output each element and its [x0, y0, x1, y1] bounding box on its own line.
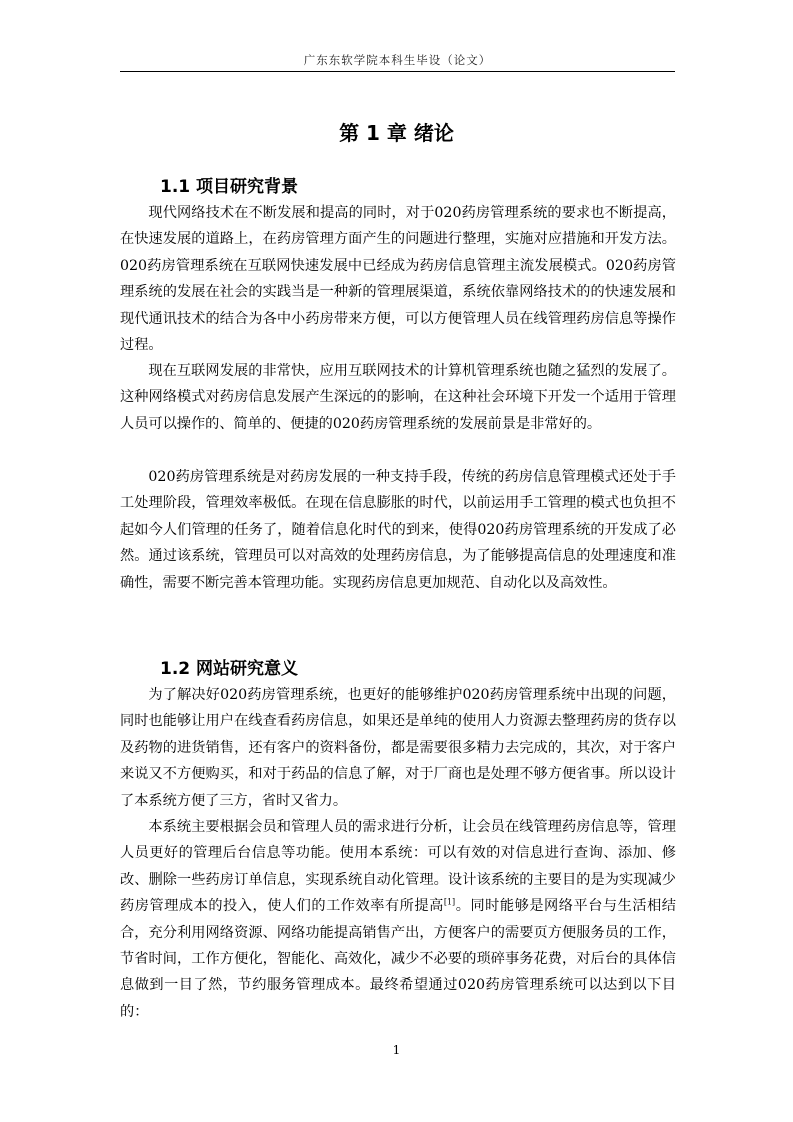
paragraph-text-continued: 。同时能够是网络平台与生活相结合，充分利用网络资源、网络功能提高销售产出，方便客户的需要页方便服务员的工作，节省时间，工作方便化，智能化、高效化，减少不必要的琐碎事务花费，对后台的具体信息做到一目了然，节约服务管理成本。最终希望通过020药房管理系统可以达到以下目的： — [120, 898, 676, 1020]
paragraph-1-1-2: 现在互联网发展的非常快，应用互联网技术的计算机管理系统也随之猛烈的发展了。这种网络模式对药房信息发展产生深远的的影响，在这种社会环境下开发一个适用于管理人员可以操作的、简单的、便捷的020药房管理系统的发展前景是非常好的。 — [120, 363, 676, 432]
paragraph-1-2-2 — [120, 814, 676, 1025]
section-heading-1-1: 1.1 项目研究背景 — [160, 177, 299, 197]
section-heading-1-2: 1.2 网站研究意义 — [160, 659, 299, 679]
paragraph-1-1-1: 现代网络技术在不断发展和提高的同时，对于020药房管理系统的要求也不断提高，在快速发展的道路上，在药房管理方面产生的问题进行整理，实施对应措施和开发方法。020药房管理系统在互联网快速发展中已经成为药房信息管理主流发展模式。020药房管理系统的发展在社会的实践当是一种新的管理展渠道，系统依靠网络技术的的快速发展和现代通讯技术的结合为各中小药房带来方便，可以方便管理人员在线管理药房信息等操作过程。 — [120, 205, 676, 354]
paragraph-1-2-1: 为了解决好020药房管理系统，也更好的能够维护020药房管理系统中出现的问题，同时也能够让用户在线查看药房信息，如果还是单纯的使用人力资源去整理药房的货存以及药物的进货销售，还有客户的资料备份，都是需要很多精力去完成的，其次，对于客户来说又不方便购买，和对于药品的信息了解，对于厂商也是处理不够方便省事。所以设计了本系统方便了三方，省时又省力。 — [120, 687, 676, 809]
page-number: 1 — [392, 1043, 401, 1057]
paragraph-text: 本系统主要根据会员和管理人员的需求进行分析，让会员在线管理药房信息等，管理人员更好的管理后台信息等功能。使用本系统：可以有效的对信息进行查询、添加、修改、删除一些药房订单信息，实现系统自动化管理。设计该系统的主要目的是为实现减少药房管理成本的投入，使人们的工作效率有所提高 — [120, 819, 676, 915]
citation-marker: [1] — [443, 897, 456, 907]
page-header: 广东东软学院本科生毕设（论文） — [303, 53, 492, 67]
header-rule — [120, 71, 675, 72]
chapter-title: 第 1 章 绪论 — [339, 121, 454, 145]
paragraph-1-1-3: 020药房管理系统是对药房发展的一种支持手段，传统的药房信息管理模式还处于手工处理阶段，管理效率极低。在现在信息膨胀的时代，以前运用手工管理的模式也负担不起如今人们管理的任务了，随着信息化时代的到来，使得020药房管理系统的开发成了必然。通过该系统，管理员可以对高效的处理药房信息，为了能够提高信息的处理速度和准确性，需要不断完善本管理功能。实现药房信息更加规范、自动化以及高效性。 — [120, 469, 676, 591]
